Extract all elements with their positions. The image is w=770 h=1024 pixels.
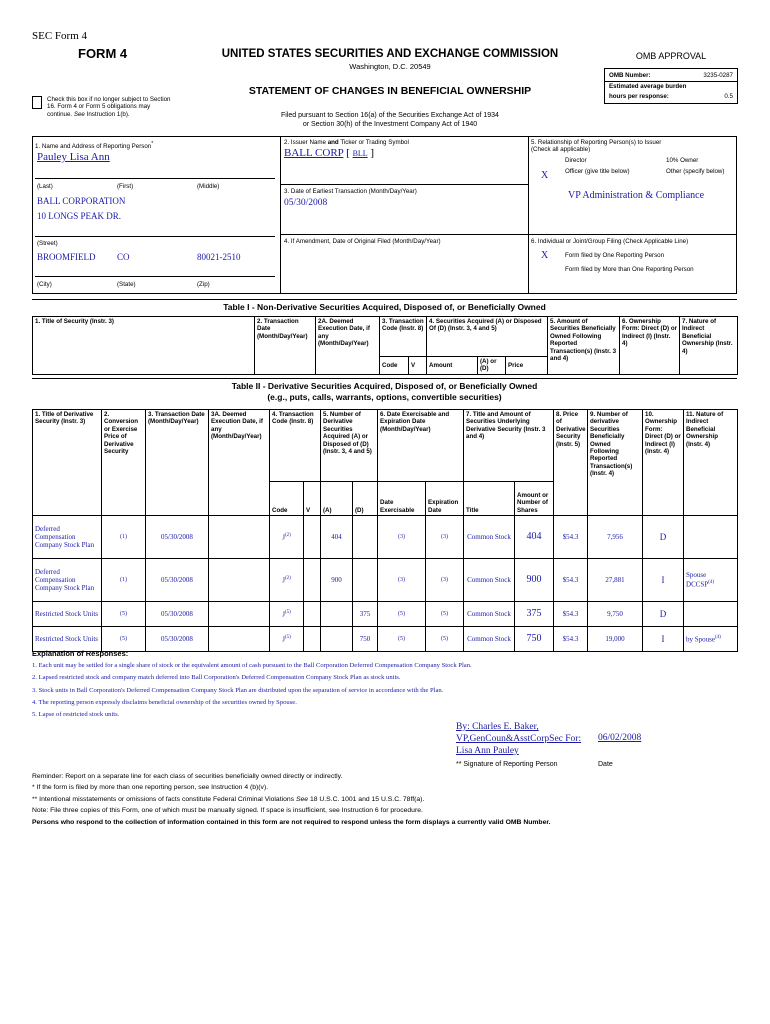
row-a: 900 <box>321 559 353 602</box>
table-row <box>33 602 738 627</box>
row-nature: Spouse DCCSP$^{(4)}$ <box>684 559 738 602</box>
list-item: 2. Lapsed restricted stock and company match deferred into Ball Corporation's Deferred Compensation Company Stock Plan as stock units. <box>32 674 401 682</box>
row-form: I <box>643 559 684 602</box>
other-label: Other (specify below) <box>666 168 725 175</box>
filing-one-mark[interactable]: X <box>541 250 549 261</box>
t2-h-date: 3. Transaction Date (Month/Day/Year) <box>146 410 209 516</box>
earliest-transaction-label: 3. Date of Earliest Transaction (Month/Day/Year) <box>284 188 417 195</box>
row-owned: 19,000 <box>588 627 643 652</box>
non-derivative-table <box>32 316 738 375</box>
burden-label-1: Estimated average burden <box>609 83 687 90</box>
row-exp: (3) <box>426 516 464 559</box>
row-und-amount: 404 <box>515 516 554 559</box>
t2-h-exp-date: Expiration Date <box>426 482 464 516</box>
row-nature <box>684 516 738 559</box>
t1-h-deemed: 2A. Deemed Execution Date, if any (Month/Day/Year) <box>316 317 380 375</box>
t2-h-number: 5. Number of Derivative Securities Acquired (A) or Disposed of (D) (Instr. 3, 4 and 5) <box>321 410 378 482</box>
t2-h-owned: 9. Number of derivative Securities Beneficially Owned Following Reported Transaction(s) (Instr. 4) <box>588 410 643 516</box>
signature-line-2: VP,GenCoun&AsstCorpSec For: <box>456 734 582 744</box>
state-label: (State) <box>117 281 136 288</box>
zip-value: 80021-2510 <box>197 252 241 262</box>
row-code: $J^{(2)}$ <box>270 516 304 559</box>
t1-h-v: V <box>409 357 427 375</box>
row-price: $54.3 <box>554 516 588 559</box>
sec-form-label: SEC Form 4 <box>32 30 88 42</box>
filing-more-label: Form filed by More than One Reporting Person <box>565 266 694 273</box>
t2-h-deemed: 3A. Deemed Execution Date, if any (Month/Day/Year) <box>209 410 270 516</box>
checkbox-label: Check this box if no longer subject to Section 16. Form 4 or Form 5 obligations may continue. See Instruction 1(b). <box>47 96 171 118</box>
row-a: 404 <box>321 516 353 559</box>
t2-h-title: 1. Title of Derivative Security (Instr. 3) <box>33 410 102 516</box>
row-und-title: Common Stock <box>464 627 515 652</box>
t1-h-nature: 7. Nature of Indirect Beneficial Ownership (Instr. 4) <box>680 317 738 375</box>
t2-h-und-title: Title <box>464 482 515 516</box>
t2-h-date-ex: Date Exercisable <box>378 482 426 516</box>
row-und-amount: 900 <box>515 559 554 602</box>
t2-h-und-amount: Amount or Number of Shares <box>515 482 554 516</box>
relationship-label: 5. Relationship of Reporting Person(s) to Issuer (Check all applicable) <box>531 139 662 154</box>
row-title: Restricted Stock Units <box>33 602 102 627</box>
amendment-label: 4. If Amendment, Date of Original Filed (Month/Day/Year) <box>284 238 441 245</box>
list-item: 1. Each unit may be settled for a single share of stock or the equivalent amount of cash pursuant to the Ball Corporation Deferred Compensation Company Stock Plan. <box>32 662 472 669</box>
omb-approval-title: OMB APPROVAL <box>635 51 707 61</box>
t1-h-form: 6. Ownership Form: Direct (D) or Indirect (I) (Instr. 4) <box>620 317 680 375</box>
row-d <box>353 559 378 602</box>
row-und-amount: 375 <box>515 602 554 627</box>
commission-location: Washington, D.C. 20549 <box>349 62 431 71</box>
row-deemed <box>209 602 270 627</box>
row-conversion: (5) <box>102 627 146 652</box>
t1-h-price: Price <box>506 357 548 375</box>
officer-label: Officer (give title below) <box>565 168 630 175</box>
row-v <box>304 516 321 559</box>
row-deemed <box>209 627 270 652</box>
row-deemed <box>209 516 270 559</box>
state-value: CO <box>117 252 130 262</box>
t2-h-price: 8. Price of Derivative Security (Instr. 5) <box>554 410 588 516</box>
t2-h-d: (D) <box>353 482 378 516</box>
row-und-title: Common Stock <box>464 559 515 602</box>
table-row <box>33 516 738 559</box>
footnote-asterisk: * If the form is filed by more than one reporting person, see Instruction 4 (b)(v). <box>32 784 269 792</box>
row-price: $54.3 <box>554 559 588 602</box>
burden-label-2: hours per response: <box>609 93 669 100</box>
row-title: Deferred Compensation Company Stock Plan <box>33 516 102 559</box>
omb-box <box>604 68 738 104</box>
footer-notes <box>32 771 742 828</box>
signature-label: ** Signature of Reporting Person <box>456 761 558 768</box>
t1-h-acquired: 4. Securities Acquired (A) or Disposed Of (D) (Instr. 3, 4 and 5) <box>427 317 548 357</box>
row-owned: 27,881 <box>588 559 643 602</box>
explanation-title: Explanation of Responses: <box>32 649 129 658</box>
row-date-ex: (3) <box>378 516 426 559</box>
reporting-person-name[interactable]: Pauley Lisa Ann <box>37 151 110 163</box>
table-row <box>33 559 738 602</box>
row-deemed <box>209 559 270 602</box>
row-exp: (3) <box>426 559 464 602</box>
omb-number-label: OMB Number: <box>609 72 651 79</box>
table1-title: Table I - Non-Derivative Securities Acquired, Disposed of, or Beneficially Owned <box>223 302 546 312</box>
footnote-double-asterisk: ** Intentional misstatements or omissions of facts constitute Federal Criminal Violations See 18 U.S.C. 1001 and 15 U.S.C. 78ff(a). <box>32 795 425 803</box>
omb-number: 3235-0287 <box>703 72 733 79</box>
row-und-title: Common Stock <box>464 516 515 559</box>
t1-h-title: 1. Title of Security (Instr. 3) <box>33 317 255 375</box>
zip-label: (Zip) <box>197 281 210 288</box>
no-longer-subject-checkbox[interactable] <box>32 96 42 109</box>
t2-h-code-sub: Code <box>270 482 304 516</box>
row-date: 05/30/2008 <box>146 559 209 602</box>
city-value: BROOMFIELD <box>37 252 96 262</box>
t1-h-code-sub: Code <box>380 357 409 375</box>
signature-block <box>456 721 581 757</box>
row-code: $J^{(2)}$ <box>270 559 304 602</box>
row-v <box>304 627 321 652</box>
director-label: Director <box>565 157 587 164</box>
row-date: 05/30/2008 <box>146 516 209 559</box>
city-label: (City) <box>37 281 52 288</box>
t2-h-exercisable: 6. Date Exercisable and Expiration Date (Month/Day/Year) <box>378 410 464 482</box>
t2-h-underlying: 7. Title and Amount of Securities Underlying Derivative Security (Instr. 3 and 4) <box>464 410 554 482</box>
filing-label: 6. Individual or Joint/Group Filing (Check Applicable Line) <box>531 238 689 245</box>
address-line-1: BALL CORPORATION <box>37 196 126 206</box>
row-a <box>321 627 353 652</box>
row-und-title: Common Stock <box>464 602 515 627</box>
row-date-ex: (5) <box>378 602 426 627</box>
row-conversion: (1) <box>102 559 146 602</box>
row-code: $J^{(5)}$ <box>270 602 304 627</box>
t1-h-code: 3. Transaction Code (Instr. 8) <box>380 317 427 357</box>
row-price: $54.3 <box>554 627 588 652</box>
row-date-ex: (3) <box>378 559 426 602</box>
officer-mark[interactable]: X <box>541 170 549 181</box>
earliest-transaction-date: 05/30/2008 <box>284 198 328 208</box>
commission-title: UNITED STATES SECURITIES AND EXCHANGE COMMISSION <box>221 48 559 60</box>
reminder-note: Reminder: Report on a separate line for each class of securities beneficially owned directly or indirectly. <box>32 773 343 780</box>
row-nature: by Spouse$^{(4)}$ <box>684 627 738 652</box>
statement-title: STATEMENT OF CHANGES IN BENEFICIAL OWNERSHIP <box>248 85 532 97</box>
form-title: FORM 4 <box>78 46 128 61</box>
signature-line-1: By: Charles E. Baker, <box>456 722 539 732</box>
row-nature <box>684 602 738 627</box>
row-owned: 7,956 <box>588 516 643 559</box>
ten-percent-owner-label: 10% Owner <box>666 157 699 164</box>
table-row <box>33 627 738 652</box>
t2-h-v: V <box>304 482 321 516</box>
row-form: I <box>643 627 684 652</box>
row-d: 750 <box>353 627 378 652</box>
reporting-person-label: 1. Name and Address of Reporting Person* <box>35 141 154 151</box>
issuer-name: BALL CORP [ BLL ] <box>284 147 375 159</box>
row-code: $J^{(5)}$ <box>270 627 304 652</box>
t1-h-amount-sub: Amount <box>427 357 478 375</box>
derivative-table <box>32 409 738 652</box>
t1-h-amount: 5. Amount of Securities Beneficially Owned Following Reported Transaction(s) (Instr. 3 and 4) <box>548 317 620 375</box>
list-item: 5. Lapse of restricted stock units. <box>32 711 120 719</box>
signature-date-label: Date <box>598 761 613 768</box>
row-conversion: (5) <box>102 602 146 627</box>
last-label: (Last) <box>37 183 53 190</box>
filed-pursuant-2: or Section 30(h) of the Investment Company Act of 1940 <box>302 121 478 128</box>
list-item: 3. Stock units in Ball Corporation's Deferred Compensation Company Stock Plan are distributed upon the separation of service in accordance with the Plan. <box>32 686 444 694</box>
row-v <box>304 559 321 602</box>
t1-h-date: 2. Transaction Date (Month/Day/Year) <box>255 317 316 375</box>
filing-one-label: Form filed by One Reporting Person <box>565 252 665 259</box>
row-title: Restricted Stock Units <box>33 627 102 652</box>
signature-line-3: Lisa Ann Pauley <box>456 746 519 756</box>
filed-pursuant-1: Filed pursuant to Section 16(a) of the Securities Exchange Act of 1934 <box>281 112 499 119</box>
issuer-ticker[interactable]: BLL <box>352 149 368 158</box>
row-und-amount: 750 <box>515 627 554 652</box>
row-d <box>353 516 378 559</box>
t2-h-conversion: 2. Conversion or Exercise Price of Derivative Security <box>102 410 146 516</box>
issuer-label: 2. Issuer Name and Ticker or Trading Symbol <box>284 139 409 146</box>
t2-h-a: (A) <box>321 482 353 516</box>
omb-respond-note: Persons who respond to the collection of information contained in this form are not required to respond unless the form displays a currently valid OMB Number. <box>32 818 551 826</box>
row-date: 05/30/2008 <box>146 602 209 627</box>
row-exp: (5) <box>426 602 464 627</box>
row-form: D <box>643 516 684 559</box>
row-form: D <box>643 602 684 627</box>
row-title: Deferred Compensation Company Stock Plan <box>33 559 102 602</box>
row-price: $54.3 <box>554 602 588 627</box>
row-exp: (5) <box>426 627 464 652</box>
first-label: (First) <box>117 183 134 190</box>
t2-h-form: 10. Ownership Form: Direct (D) or Indirect (I) (Instr. 4) <box>643 410 684 516</box>
middle-label: (Middle) <box>197 183 220 190</box>
explanation-list <box>32 660 732 721</box>
list-item: 4. The reporting person expressly disclaims beneficial ownership of the securities owned by Spouse. <box>32 698 297 706</box>
row-d: 375 <box>353 602 378 627</box>
issuer-name-link[interactable]: BALL CORP <box>284 147 344 159</box>
table2-title: Table II - Derivative Securities Acquired, Disposed of, or Beneficially Owned (e.g., puts, calls, warrants, options, convertible securities) <box>231 381 538 402</box>
address-line-2: 10 LONGS PEAK DR. <box>37 211 122 221</box>
row-a <box>321 602 353 627</box>
row-conversion: (1) <box>102 516 146 559</box>
signature-date: 06/02/2008 <box>598 733 642 743</box>
t2-h-code: 4. Transaction Code (Instr. 8) <box>270 410 321 482</box>
street-label: (Street) <box>37 240 58 247</box>
burden-value: 0.5 <box>724 93 733 100</box>
officer-title: VP Administration & Compliance <box>568 190 705 201</box>
row-v <box>304 602 321 627</box>
footnote-copies: Note: File three copies of this Form, one of which must be manually signed. If space is insufficient, see Instruction 6 for procedure. <box>32 807 423 815</box>
row-date-ex: (5) <box>378 627 426 652</box>
t2-h-nature: 11. Nature of Indirect Beneficial Ownership (Instr. 4) <box>684 410 738 516</box>
t1-h-aord: (A) or (D) <box>478 357 506 375</box>
row-date: 05/30/2008 <box>146 627 209 652</box>
row-owned: 9,750 <box>588 602 643 627</box>
